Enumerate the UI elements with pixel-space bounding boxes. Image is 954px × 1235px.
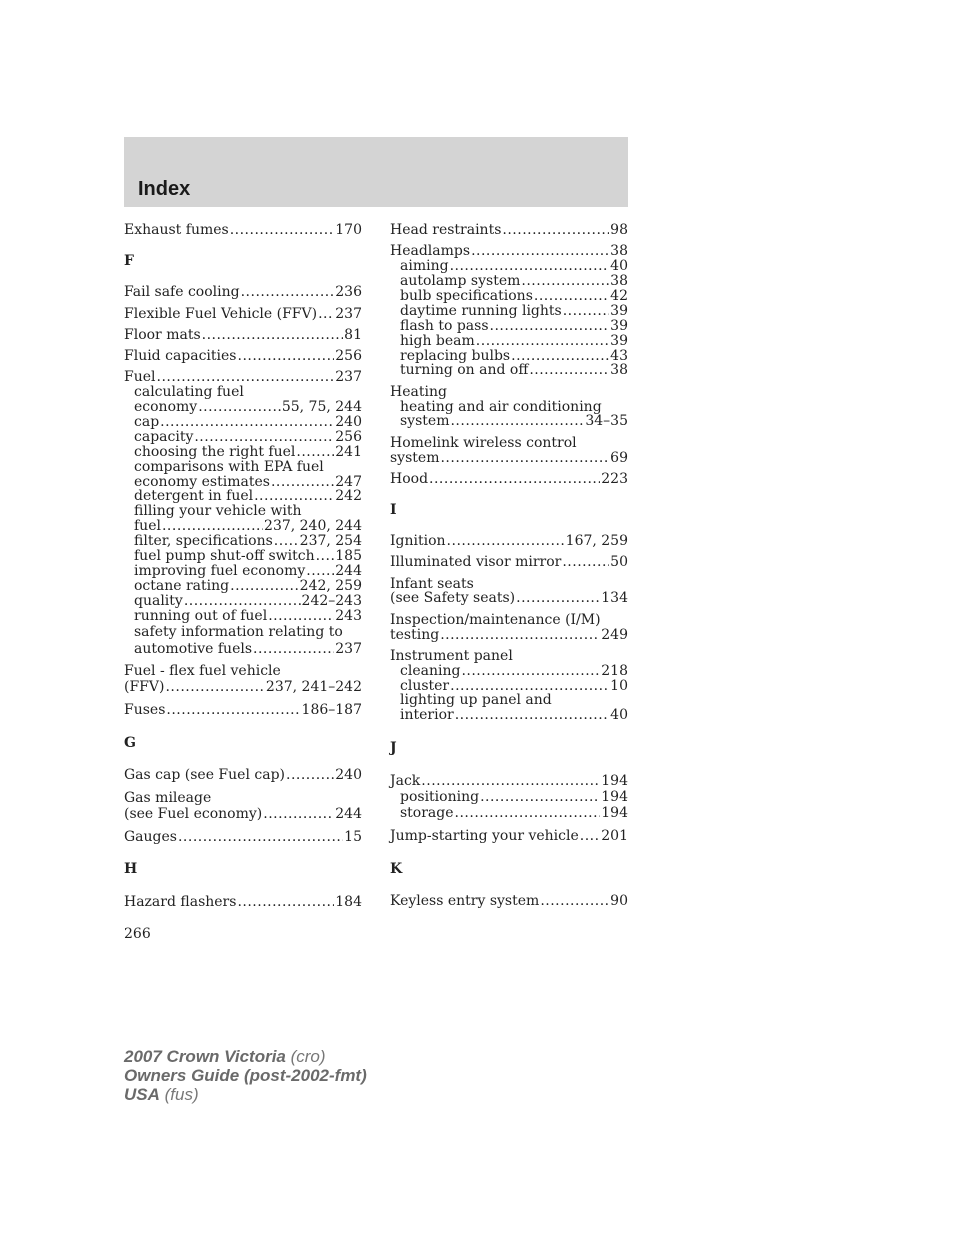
- index-entry: [134, 563, 362, 579]
- entry-term: storage: [400, 805, 454, 821]
- entry-term: system: [390, 450, 440, 466]
- index-entry-text: [400, 692, 628, 708]
- dot-leader: [202, 327, 344, 343]
- entry-page-ref: 237, 241–242: [265, 679, 362, 695]
- dot-leader: [502, 222, 609, 238]
- dot-leader: [316, 548, 335, 564]
- entry-page-ref: 218: [601, 663, 628, 679]
- entry-page-ref: 40: [610, 258, 628, 274]
- dot-leader: [516, 590, 600, 606]
- section-letter: H: [124, 861, 138, 877]
- dot-leader: [274, 533, 299, 549]
- index-entry: [134, 548, 362, 564]
- entry-page-ref: 185: [335, 548, 362, 564]
- dot-leader: [580, 828, 600, 844]
- index-entry: [134, 518, 362, 534]
- entry-term: cluster: [400, 678, 450, 694]
- dot-leader: [230, 222, 335, 238]
- dot-leader: [198, 399, 281, 415]
- dot-leader: [268, 608, 334, 624]
- footer-region-code: (fus): [164, 1085, 199, 1104]
- entry-term: interior: [400, 707, 454, 723]
- entry-page-ref: 184: [335, 894, 362, 910]
- index-entry: [124, 348, 362, 364]
- index-entry-text: [134, 624, 362, 640]
- entry-term: autolamp system: [400, 273, 521, 289]
- index-entry: [400, 333, 628, 349]
- section-letter: F: [124, 253, 134, 269]
- dot-leader: [253, 641, 334, 657]
- index-entry: [134, 399, 362, 415]
- index-entry: [124, 829, 362, 845]
- entry-page-ref: 43: [610, 348, 628, 364]
- index-entry: [134, 429, 362, 445]
- entry-term: economy: [134, 399, 198, 415]
- entry-page-ref: 42: [610, 288, 628, 304]
- entry-page-ref: 242: [335, 488, 362, 504]
- index-entry: [134, 608, 362, 624]
- entry-term: cleaning: [400, 663, 461, 679]
- dot-leader: [455, 707, 609, 723]
- dot-leader: [238, 348, 335, 364]
- entry-term: economy estimates: [134, 474, 270, 490]
- entry-term: automotive fuels: [134, 641, 253, 657]
- entry-page-ref: 194: [601, 805, 628, 821]
- entry-term: (see Fuel economy): [124, 806, 263, 822]
- dot-leader: [455, 805, 601, 821]
- entry-term: Gas cap (see Fuel cap): [124, 767, 285, 783]
- index-entry: [124, 767, 362, 783]
- section-letter: I: [390, 502, 397, 518]
- entry-term: detergent in fuel: [134, 488, 254, 504]
- index-entry: [390, 554, 628, 570]
- entry-page-ref: 241: [335, 444, 362, 460]
- index-entry-text: [134, 384, 362, 400]
- index-entry-text: [124, 663, 362, 679]
- entry-page-ref: 81: [344, 327, 362, 343]
- entry-term: fuel pump shut-off switch: [134, 548, 315, 564]
- footer-model-code: (cro): [290, 1047, 326, 1066]
- index-entry: [390, 590, 628, 606]
- entry-term: bulb specifications: [400, 288, 533, 304]
- dot-leader: [162, 518, 263, 534]
- entry-page-ref: 237: [335, 306, 362, 322]
- dot-leader: [194, 429, 334, 445]
- dot-leader: [563, 303, 609, 319]
- entry-term: Floor mats: [124, 327, 201, 343]
- entry-page-ref: 186–187: [301, 702, 362, 718]
- entry-page-ref: 240: [335, 767, 362, 783]
- dot-leader: [450, 413, 584, 429]
- index-entry: [134, 641, 362, 657]
- index-entry-text: [390, 435, 628, 451]
- dot-leader: [480, 789, 600, 805]
- entry-page-ref: 247: [335, 474, 362, 490]
- entry-term: replacing bulbs: [400, 348, 511, 364]
- index-entry: [134, 488, 362, 504]
- entry-page-ref: 243: [335, 608, 362, 624]
- dot-leader: [160, 414, 334, 430]
- dot-leader: [254, 488, 334, 504]
- index-entry: [400, 707, 628, 723]
- index-entry: [124, 679, 362, 695]
- index-entry: [400, 273, 628, 289]
- entry-page-ref: 98: [610, 222, 628, 238]
- entry-page-ref: 10: [610, 678, 628, 694]
- entry-term: Exhaust fumes: [124, 222, 229, 238]
- index-entry: [134, 533, 362, 549]
- entry-term: improving fuel economy: [134, 563, 306, 579]
- entry-page-ref: 167, 259: [565, 533, 628, 549]
- index-entry-text: [390, 612, 628, 628]
- entry-page-ref: 256: [335, 348, 362, 364]
- dot-leader: [241, 284, 335, 300]
- index-entry: [390, 893, 628, 909]
- index-entry: [124, 327, 362, 343]
- index-entry: [400, 288, 628, 304]
- index-entry: [134, 414, 362, 430]
- dot-leader: [296, 444, 334, 460]
- dot-leader: [184, 593, 301, 609]
- entry-page-ref: 38: [610, 243, 628, 259]
- dot-leader: [178, 829, 343, 845]
- index-entry: [124, 806, 362, 822]
- entry-term: choosing the right fuel: [134, 444, 296, 460]
- section-letter: K: [390, 861, 403, 877]
- entry-page-ref: 39: [610, 318, 628, 334]
- index-entry-text: [134, 459, 362, 475]
- entry-term: Inspection/maintenance (I/M): [390, 612, 601, 628]
- index-entry: [400, 318, 628, 334]
- entry-term: positioning: [400, 789, 480, 805]
- footer-guide: Owners Guide (post-2002-fmt): [124, 1066, 367, 1085]
- index-entry: [400, 805, 628, 821]
- entry-term: filling your vehicle with: [134, 503, 302, 519]
- entry-term: Instrument panel: [390, 648, 513, 664]
- entry-term: flash to pass: [400, 318, 489, 334]
- entry-term: Fail safe cooling: [124, 284, 240, 300]
- entry-page-ref: 39: [610, 333, 628, 349]
- index-entry: [390, 773, 628, 789]
- entry-page-ref: 237, 254: [299, 533, 362, 549]
- index-entry: [124, 702, 362, 718]
- index-entry-text: [134, 503, 362, 519]
- entry-page-ref: 249: [601, 627, 628, 643]
- entry-term: running out of fuel: [134, 608, 268, 624]
- entry-term: calculating fuel: [134, 384, 244, 400]
- entry-page-ref: 55, 75, 244: [281, 399, 362, 415]
- dot-leader: [521, 273, 609, 289]
- entry-page-ref: 240: [335, 414, 362, 430]
- index-entry: [400, 663, 628, 679]
- entry-term: fuel: [134, 518, 161, 534]
- dot-leader: [440, 450, 609, 466]
- entry-page-ref: 170: [335, 222, 362, 238]
- entry-term: Headlamps: [390, 243, 471, 259]
- entry-term: Fuel - flex fuel vehicle: [124, 663, 281, 679]
- entry-term: filter, specifications: [134, 533, 273, 549]
- index-entry: [390, 243, 628, 259]
- entry-page-ref: 15: [344, 829, 362, 845]
- entry-term: aiming: [400, 258, 449, 274]
- entry-term: turning on and off: [400, 362, 529, 378]
- entry-term: Hood: [390, 471, 429, 487]
- entry-term: Gauges: [124, 829, 177, 845]
- dot-leader: [421, 773, 600, 789]
- entry-page-ref: 244: [335, 806, 362, 822]
- dot-leader: [471, 243, 609, 259]
- entry-page-ref: 40: [610, 707, 628, 723]
- entry-term: quality: [134, 593, 183, 609]
- document-footer: [124, 1047, 367, 1104]
- dot-leader: [490, 318, 610, 334]
- dot-leader: [447, 533, 565, 549]
- entry-term: Jack: [390, 773, 421, 789]
- index-entry: [390, 533, 628, 549]
- entry-term: capacity: [134, 429, 194, 445]
- index-entry: [124, 369, 362, 385]
- dot-leader: [429, 471, 600, 487]
- index-entry: [390, 471, 628, 487]
- index-entry: [124, 284, 362, 300]
- entry-page-ref: 237: [335, 369, 362, 385]
- entry-term: Illuminated visor mirror: [390, 554, 562, 570]
- page-number: 266: [124, 926, 151, 942]
- dot-leader: [562, 554, 609, 570]
- entry-page-ref: 90: [610, 893, 628, 909]
- entry-term: lighting up panel and: [400, 692, 552, 708]
- entry-term: Jump-starting your vehicle: [390, 828, 579, 844]
- dot-leader: [440, 627, 600, 643]
- dot-leader: [306, 563, 334, 579]
- dot-leader: [165, 679, 264, 695]
- entry-page-ref: 134: [601, 590, 628, 606]
- index-entry: [124, 222, 362, 238]
- index-entry: [134, 578, 362, 594]
- dot-leader: [263, 806, 334, 822]
- entry-term: daytime running lights: [400, 303, 562, 319]
- dot-leader: [540, 893, 609, 909]
- footer-region: USA: [124, 1085, 160, 1104]
- index-entry-text: [124, 790, 362, 806]
- index-entry: [400, 258, 628, 274]
- section-letter: J: [390, 740, 397, 756]
- entry-page-ref: 237, 240, 244: [264, 518, 362, 534]
- entry-term: octane rating: [134, 578, 230, 594]
- index-entry: [390, 450, 628, 466]
- entry-term: safety information relating to: [134, 624, 343, 640]
- dot-leader: [286, 767, 334, 783]
- dot-leader: [450, 258, 610, 274]
- index-entry: [400, 303, 628, 319]
- entry-page-ref: 34–35: [585, 413, 628, 429]
- entry-page-ref: 39: [610, 303, 628, 319]
- entry-term: high beam: [400, 333, 475, 349]
- entry-page-ref: 201: [601, 828, 628, 844]
- entry-term: Hazard flashers: [124, 894, 237, 910]
- entry-term: testing: [390, 627, 440, 643]
- header-band: [124, 137, 628, 207]
- entry-term: Infant seats: [390, 576, 474, 592]
- entry-term: Gas mileage: [124, 790, 212, 806]
- entry-page-ref: 244: [335, 563, 362, 579]
- section-letter: G: [124, 735, 136, 751]
- entry-term: Fuses: [124, 702, 166, 718]
- entry-term: Head restraints: [390, 222, 502, 238]
- entry-page-ref: 236: [335, 284, 362, 300]
- entry-page-ref: 50: [610, 554, 628, 570]
- entry-page-ref: 194: [601, 789, 628, 805]
- dot-leader: [529, 362, 609, 378]
- dot-leader: [230, 578, 299, 594]
- entry-term: (FFV): [124, 679, 165, 695]
- footer-model: 2007 Crown Victoria: [124, 1047, 286, 1066]
- entry-term: Fuel: [124, 369, 156, 385]
- entry-term: Keyless entry system: [390, 893, 540, 909]
- index-entry: [400, 362, 628, 378]
- entry-page-ref: 194: [601, 773, 628, 789]
- dot-leader: [318, 306, 334, 322]
- entry-page-ref: 242–243: [301, 593, 362, 609]
- index-entry: [134, 444, 362, 460]
- entry-page-ref: 38: [610, 362, 628, 378]
- entry-term: Ignition: [390, 533, 446, 549]
- dot-leader: [461, 663, 600, 679]
- index-entry: [124, 306, 362, 322]
- entry-term: Heating: [390, 384, 447, 400]
- dot-leader: [157, 369, 335, 385]
- entry-page-ref: 69: [610, 450, 628, 466]
- dot-leader: [237, 894, 334, 910]
- index-entry: [124, 894, 362, 910]
- index-entry-text: [390, 648, 628, 664]
- entry-term: Fluid capacities: [124, 348, 237, 364]
- index-entry: [390, 627, 628, 643]
- entry-term: Flexible Fuel Vehicle (FFV): [124, 306, 318, 322]
- entry-term: (see Safety seats): [390, 590, 516, 606]
- page-title: Index: [138, 178, 191, 200]
- entry-term: Homelink wireless control: [390, 435, 577, 451]
- entry-term: comparisons with EPA fuel: [134, 459, 324, 475]
- entry-page-ref: 223: [601, 471, 628, 487]
- entry-page-ref: 237: [335, 641, 362, 657]
- index-entry: [400, 413, 628, 429]
- entry-page-ref: 38: [610, 273, 628, 289]
- index-entry: [134, 593, 362, 609]
- entry-term: system: [400, 413, 450, 429]
- entry-page-ref: 256: [335, 429, 362, 445]
- index-entry: [390, 828, 628, 844]
- index-entry: [400, 789, 628, 805]
- dot-leader: [534, 288, 609, 304]
- dot-leader: [166, 702, 300, 718]
- index-entry-text: [390, 384, 628, 400]
- entry-term: cap: [134, 414, 160, 430]
- index-entry: [390, 222, 628, 238]
- dot-leader: [476, 333, 609, 349]
- entry-term: heating and air conditioning: [400, 399, 602, 415]
- entry-page-ref: 242, 259: [299, 578, 362, 594]
